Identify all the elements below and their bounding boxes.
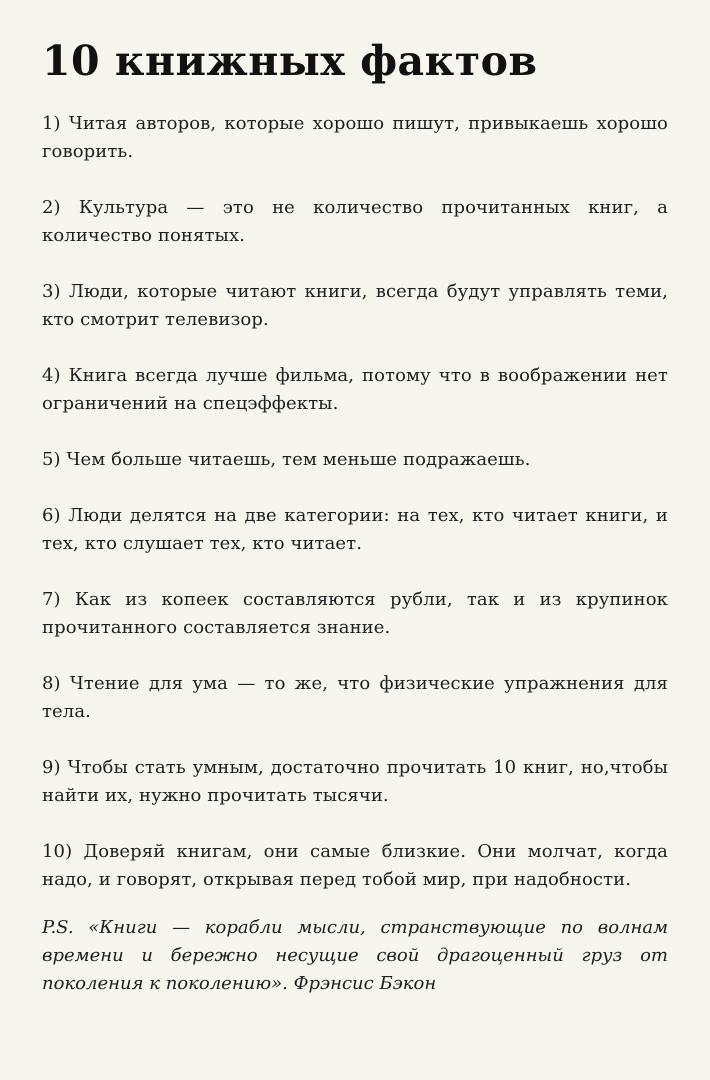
- page-title: 10 книжных фактов: [42, 37, 538, 85]
- fact-item: 5) Чем больше читаешь, тем меньше подражаешь.: [42, 449, 531, 470]
- fact-item: 9) Чтобы стать умным, достаточно прочитать 10 книг, но,чтобы найти их, нужно прочитать тысячи.: [42, 757, 668, 806]
- postscript-quote: P.S. «Книги — корабли мысли, странствующие по волнам времени и бережно несущие свой драгоценный груз от поколения к поколению». Фрэнсис Бэкон: [42, 917, 668, 994]
- fact-item: 8) Чтение для ума — то же, что физические упражнения для тела.: [42, 673, 668, 722]
- fact-item: 7) Как из копеек составляются рубли, так и из крупинок прочитанного составляется знание.: [42, 589, 668, 638]
- fact-item: 4) Книга всегда лучше фильма, потому что в воображении нет ограничений на спецэффекты.: [42, 365, 668, 414]
- fact-item: 6) Люди делятся на две категории: на тех, кто читает книги, и тех, кто слушает тех, кто читает.: [42, 505, 668, 554]
- fact-item: 10) Доверяй книгам, они самые близкие. Они молчат, когда надо, и говорят, открывая перед тобой мир, при надобности.: [42, 841, 668, 890]
- facts-list: [42, 110, 668, 894]
- fact-item: 1) Читая авторов, которые хорошо пишут, привыкаешь хорошо говорить.: [42, 113, 668, 162]
- fact-item: 2) Культура — это не количество прочитанных книг, а количество понятых.: [42, 197, 668, 246]
- fact-item: 3) Люди, которые читают книги, всегда будут управлять теми, кто смотрит телевизор.: [42, 281, 668, 330]
